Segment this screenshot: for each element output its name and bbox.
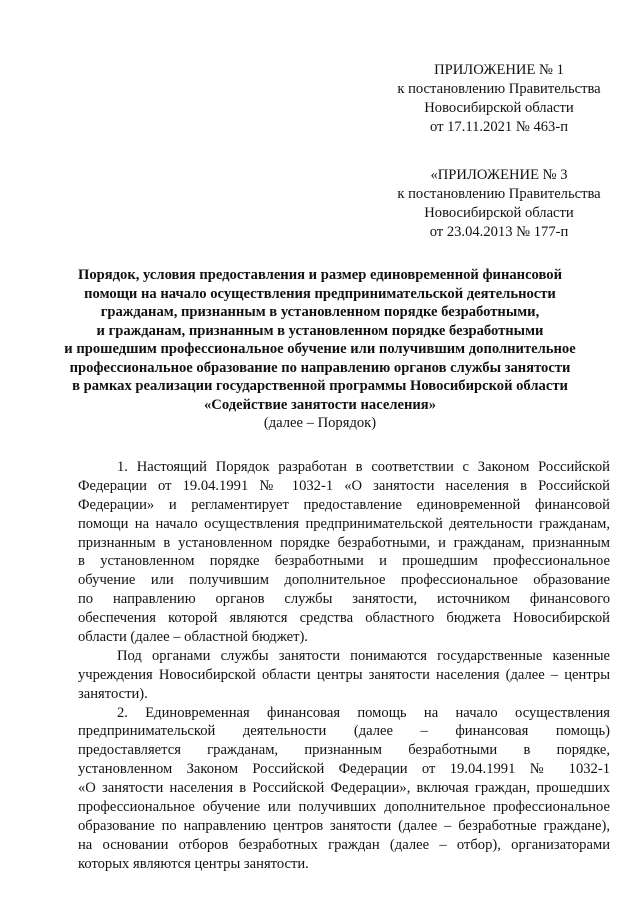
title-line: и прошедшим профессиональное обучение или получившим дополнительное [64,341,576,357]
document-body [78,458,610,874]
paragraph-line: профессиональное обучение или получивших дополнительное профессиональное [78,799,610,816]
appendix-original-line: «ПРИЛОЖЕНИЕ № 3 [430,167,568,183]
paragraph-line: Федерации от 19.04.1991 № 1032-1 «О занятости населения в Российской [78,477,610,494]
title-line: помощи на начало осуществления предпринимательской деятельности [84,285,556,302]
document-title [60,266,580,433]
appendix-current-header [374,61,624,137]
title-line: в рамках реализации государственной программы Новосибирской области [72,378,568,394]
paragraph-2 [78,647,610,704]
paragraph-line: 1. Настоящий Порядок разработан в соответствии с Законом Российской [117,459,610,475]
paragraph-line: признанным в установленном порядке безработными, и гражданам, признанным [78,534,610,551]
appendix-original-header [374,166,624,242]
paragraph-line: установленном Законом Российской Федерации от 19.04.1991 № 1032-1 [78,761,610,778]
appendix-original-line: к постановлению Правительства [397,186,601,202]
paragraph-line: в установленном порядке безработными и прошедшим профессиональное [78,553,610,570]
paragraph-line: помощи на начало осуществления предпринимательской деятельности гражданам, [78,515,610,532]
appendix-original-line: Новосибирской области [424,205,574,221]
paragraph-line: «О занятости населения в Российской Федерации», включая граждан, прошедших [78,780,610,797]
paragraph-line: предоставляется гражданам, признанным безработными в порядке, [78,742,610,759]
appendix-current-line: от 17.11.2021 № 463-п [429,119,569,135]
title-line: и гражданам, признанным в установленном порядке безработными [96,322,544,339]
title-line: гражданам, признанным в установленном порядке безработными, [100,304,540,320]
paragraph-line: которых являются центры занятости. [78,855,309,872]
appendix-original-line: от 23.04.2013 № 177-п [429,224,569,240]
paragraph-line: обеспечения которой являются средства областного бюджета Новосибирской [78,610,610,627]
paragraph-3 [78,704,610,874]
paragraph-line: 2. Единовременная финансовая помощь на начало осуществления [117,704,610,721]
paragraph-1 [78,458,610,647]
title-line: «Содействие занятости населения» [204,396,436,413]
paragraph-line: области (далее – областной бюджет). [78,629,308,646]
appendix-current-line: Новосибирской области [424,100,574,116]
title-line: профессиональное образование по направлению органов службы занятости [69,359,571,376]
paragraph-line: образование по направлению центров занятости (далее – безработные граждане), [78,817,610,834]
paragraph-line: Под органами службы занятости понимаются государственные казенные [117,647,610,664]
title-line: Порядок, условия предоставления и размер единовременной финансовой [78,267,562,283]
paragraph-line: Федерации» и регламентирует предоставление единовременной финансовой [78,496,610,513]
paragraph-line: занятости). [78,685,148,702]
paragraph-line: по направлению органов службы занятости, источником финансового [78,591,610,608]
appendix-current-line: к постановлению Правительства [397,81,601,97]
paragraph-line: на основании отборов безработных граждан (далее – отбор), организаторами [78,836,610,853]
paragraph-line: предпринимательской деятельности (далее – финансовая помощь) [78,723,610,740]
appendix-current-line: ПРИЛОЖЕНИЕ № 1 [434,62,564,78]
paragraph-line: обучение или получившим дополнительное профессиональное образование [78,572,610,589]
paragraph-line: учреждения Новосибирской области центры занятости населения (далее – центры [78,666,610,683]
title-subtitle: (далее – Порядок) [263,415,377,431]
